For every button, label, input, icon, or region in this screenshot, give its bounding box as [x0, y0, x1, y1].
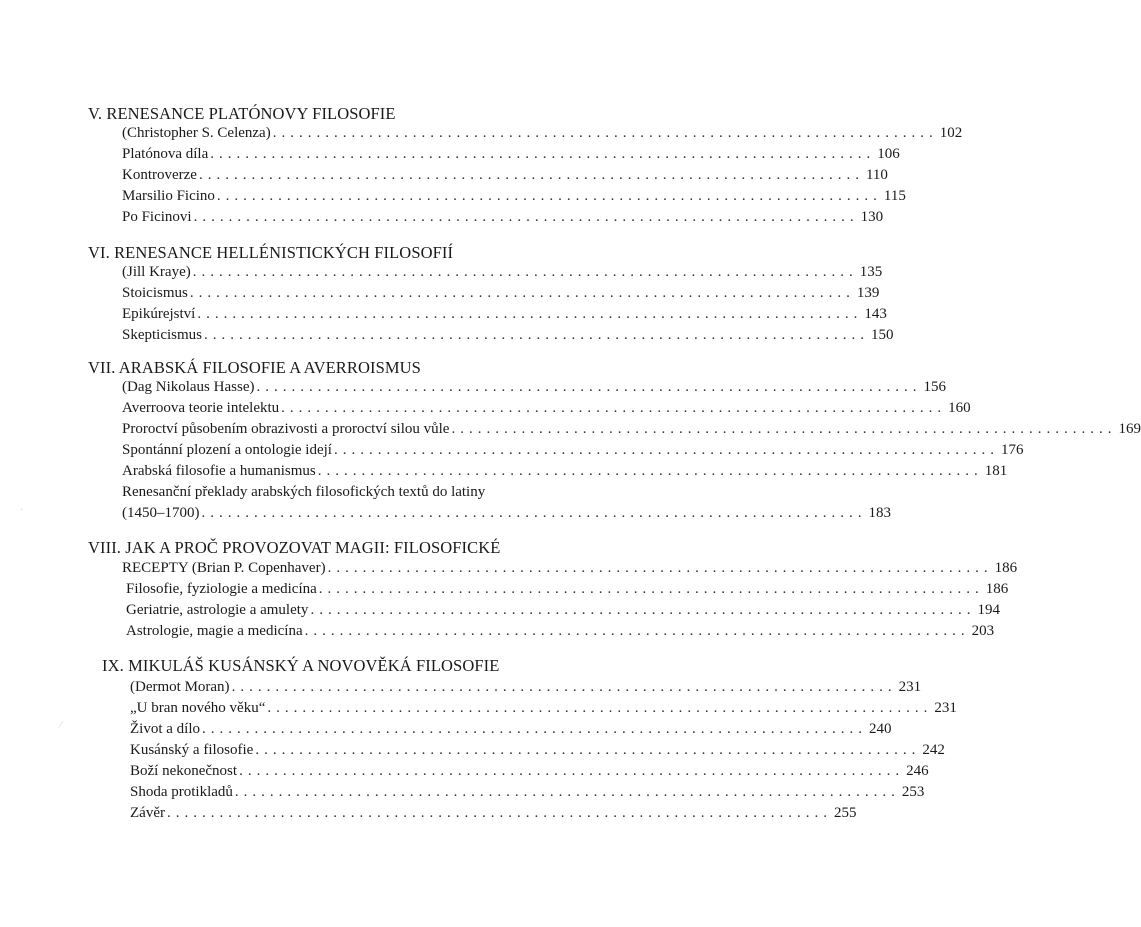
- chapter-number: VIII.: [88, 538, 122, 557]
- toc-entry: [122, 282, 880, 302]
- chapter-author: (Dermot Moran): [130, 679, 230, 695]
- toc-entry: [122, 418, 1141, 438]
- toc-entry: [122, 460, 1008, 480]
- chapter-heading: [88, 104, 396, 124]
- page-number: 231: [898, 679, 922, 695]
- leader-dots: ............................................................................: [210, 146, 876, 162]
- page-number: 169: [1118, 421, 1141, 437]
- chapter-number: V.: [88, 104, 103, 123]
- entry-label: Geriatrie, astrologie a amulety: [126, 602, 309, 618]
- entry-label: Shoda protikladů: [130, 784, 233, 800]
- chapter-author-row: [122, 557, 1018, 577]
- page-number: 255: [833, 805, 857, 821]
- page-number: 135: [859, 264, 883, 280]
- toc-entry: [126, 620, 995, 640]
- page-number: 115: [883, 188, 906, 204]
- chapter-number: VI.: [88, 243, 110, 262]
- chapter-title: MIKULÁŠ KUSÁNSKÝ A NOVOVĚKÁ FILOSOFIE: [128, 656, 500, 675]
- leader-dots: ............................................................................: [304, 623, 970, 639]
- toc-entry: [130, 802, 857, 822]
- leader-dots: ............................................................................: [318, 581, 984, 597]
- leader-dots: ............................................................................: [204, 327, 870, 343]
- entry-label: Kontroverze: [122, 167, 197, 183]
- chapter-title: JAK A PROČ PROVOZOVAT MAGII: FILOSOFICKÉ: [125, 538, 501, 557]
- leader-dots: ............................................................................: [239, 763, 905, 779]
- leader-dots: ............................................................................: [197, 306, 863, 322]
- toc-entry: [122, 397, 971, 417]
- leader-dots: ............................................................................: [281, 400, 947, 416]
- page-number: 242: [922, 742, 945, 758]
- toc-entry: [130, 718, 892, 738]
- chapter-author-row: [122, 122, 963, 142]
- page-number: 139: [856, 285, 880, 301]
- toc-entry: [122, 143, 900, 163]
- toc-entry: [122, 185, 906, 205]
- chapter-author-row: [122, 376, 946, 396]
- leader-dots: ............................................................................: [317, 463, 983, 479]
- leader-dots: ............................................................................: [310, 602, 976, 618]
- entry-label: Spontánní plození a ontologie idejí: [122, 442, 332, 458]
- leader-dots: ............................................................................: [189, 285, 855, 301]
- entry-label: Stoicismus: [122, 285, 188, 301]
- chapter-author: (Christopher S. Celenza): [122, 125, 271, 141]
- toc-entry: [122, 439, 1024, 459]
- leader-dots: ............................................................................: [166, 805, 832, 821]
- toc-entry: [126, 578, 1009, 598]
- chapter-number: IX.: [102, 656, 124, 675]
- page-number: 110: [865, 167, 888, 183]
- entry-label: Renesanční překlady arabských filosofických textů do latiny: [122, 484, 486, 500]
- toc-entry: [122, 481, 549, 501]
- leader-dots: ............................................................................: [256, 379, 922, 395]
- entry-label: Boží nekonečnost: [130, 763, 238, 779]
- toc-entry: [122, 206, 884, 226]
- page-number: 231: [934, 700, 957, 716]
- chapter-heading: [88, 538, 500, 558]
- entry-label: Filosofie, fyziologie a medicína: [126, 581, 317, 597]
- chapter-title: ARABSKÁ FILOSOFIE A AVERROISMUS: [118, 358, 421, 377]
- entry-label: Epikúrejství: [122, 306, 196, 322]
- page-number: 246: [906, 763, 929, 779]
- leader-dots: ............................................................................: [267, 700, 933, 716]
- leader-dots: ............................................................................: [327, 560, 993, 576]
- entry-label: Život a dílo: [130, 721, 200, 737]
- entry-label: Platónova díla: [122, 146, 209, 162]
- chapter-title: RENESANCE PLATÓNOVY FILOSOFIE: [106, 104, 396, 123]
- entry-label: Arabská filosofie a humanismus: [122, 463, 316, 479]
- chapter-author-row: [122, 261, 883, 281]
- toc-entry: [122, 164, 888, 184]
- entry-label: Proroctví působením obrazivosti a proroctví silou vůle: [122, 421, 450, 437]
- chapter-author: RECEPTY (Brian P. Copenhaver): [122, 560, 326, 576]
- leader-dots: ............................................................................: [193, 209, 859, 225]
- leader-dots: ............................................................................: [451, 421, 1117, 437]
- toc-entry: [122, 324, 894, 344]
- page-number: 203: [971, 623, 995, 639]
- page-number: 102: [939, 125, 963, 141]
- page-number: 176: [1000, 442, 1024, 458]
- entry-label: (1450–1700): [122, 505, 200, 521]
- entry-label: Averroova teorie intelektu: [122, 400, 280, 416]
- chapter-heading: [88, 243, 453, 263]
- page-number: 150: [871, 327, 894, 343]
- toc-entry: [126, 599, 1000, 619]
- toc-entry: [122, 303, 887, 323]
- toc-entry: [122, 502, 891, 522]
- page-number: 240: [869, 721, 892, 737]
- chapter-heading: [88, 358, 421, 378]
- leader-dots: ............................................................................: [255, 742, 921, 758]
- leader-dots: ............................................................................: [272, 125, 938, 141]
- toc-entry: [130, 739, 945, 759]
- entry-label: „U bran nového věku“: [130, 700, 266, 716]
- entry-label: Po Ficinovi: [122, 209, 192, 225]
- page-number: 181: [984, 463, 1008, 479]
- page-number: 143: [864, 306, 887, 322]
- leader-dots: ............................................................................: [333, 442, 999, 458]
- entry-label: Kusánský a filosofie: [130, 742, 254, 758]
- leader-dots: ............................................................................: [201, 505, 867, 521]
- chapter-title: RENESANCE HELLÉNISTICKÝCH FILOSOFIÍ: [114, 243, 454, 262]
- leader-dots: ............................................................................: [231, 679, 897, 695]
- page-number: 186: [994, 560, 1018, 576]
- toc-entry: [130, 760, 929, 780]
- chapter-author: (Jill Kraye): [122, 264, 191, 280]
- page-number: 160: [948, 400, 971, 416]
- chapter-number: VII.: [88, 358, 116, 377]
- entry-label: Skepticismus: [122, 327, 203, 343]
- leader-dots: ............................................................................: [202, 721, 867, 737]
- chapter-author: (Dag Nikolaus Hasse): [122, 379, 255, 395]
- page-number: 253: [901, 784, 925, 800]
- entry-label: Závěr: [130, 805, 165, 821]
- entry-label: Marsilio Ficino: [122, 188, 215, 204]
- leader-dots: ............................................................................: [234, 784, 900, 800]
- page-number: 186: [985, 581, 1009, 597]
- scan-speck: ⁄: [60, 720, 62, 731]
- entry-label: Astrologie, magie a medicína: [126, 623, 303, 639]
- page-number: 106: [877, 146, 900, 162]
- page-number: 130: [860, 209, 884, 225]
- chapter-author-row: [130, 676, 922, 696]
- page-number: 194: [977, 602, 1000, 618]
- leader-dots: ............................................................................: [216, 188, 882, 204]
- page-number: 183: [868, 505, 891, 521]
- leader-dots: ............................................................................: [192, 264, 858, 280]
- toc-entry: [130, 697, 957, 717]
- leader-dots: ............................................................................: [198, 167, 864, 183]
- chapter-heading: [102, 656, 499, 676]
- scan-speck: ·: [20, 505, 24, 516]
- toc-entry: [130, 781, 925, 801]
- page-number: 156: [923, 379, 946, 395]
